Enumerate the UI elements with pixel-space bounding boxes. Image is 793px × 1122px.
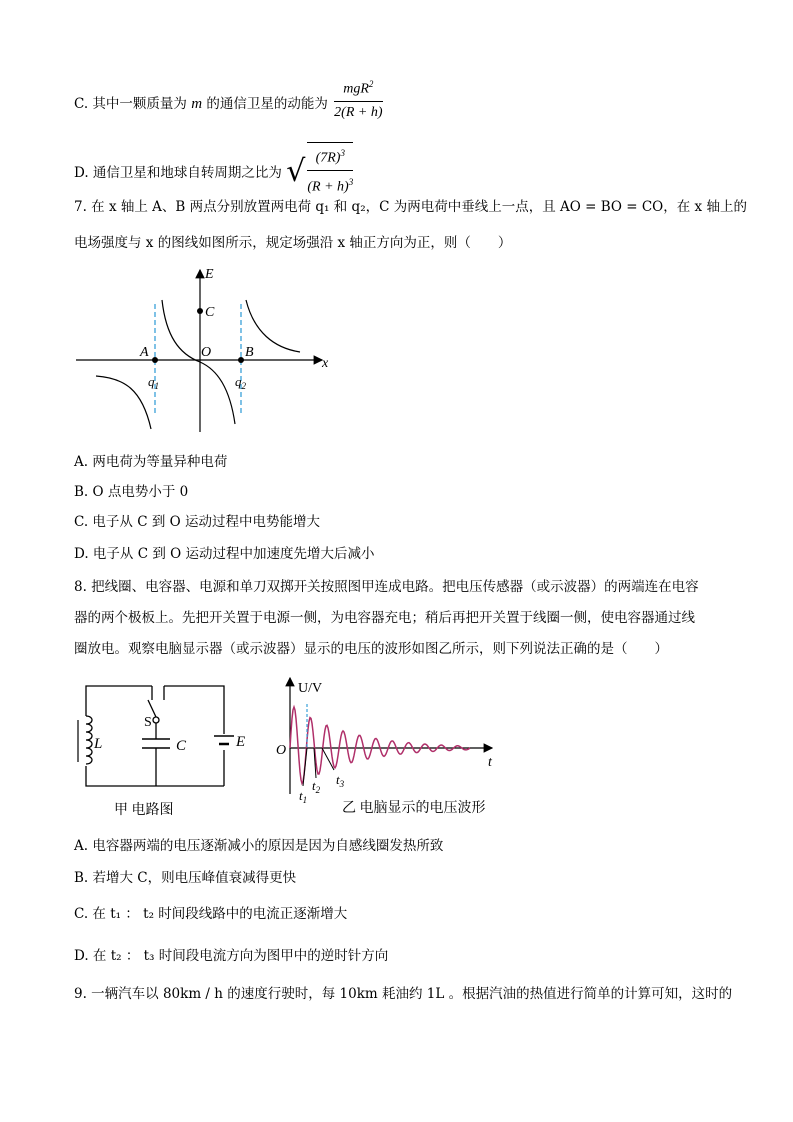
sqrt-sign: √	[286, 154, 306, 190]
q7-option-b: B. O 点电势小于 0	[74, 484, 189, 500]
q8-circuit-diagram	[74, 676, 264, 826]
point-a-label: A	[140, 345, 149, 360]
q7-option-a: A. 两电荷为等量异种电荷	[74, 454, 228, 470]
battery-label: E	[236, 734, 246, 750]
waveform-caption: 乙 电脑显示的电压波形	[342, 801, 486, 816]
circuit-caption: 甲 电路图	[114, 803, 174, 818]
e-axis-label: E	[205, 267, 214, 282]
origin-label: O	[201, 345, 212, 360]
q6-option-c: C. 其中一颗质量为 m 的通信卫星的动能为 $\frac{mgR^2}{2(R + h)}$	[74, 80, 383, 129]
x-axis-label: x	[322, 356, 329, 371]
kinetic-energy-fraction: $\frac{mgR^2}{2(R + h)}$	[334, 74, 382, 123]
q8-stem-line3: 圈放电。观察电脑显示器（或示波器）显示的电压的波形如图乙所示，则下列说法正确的是（ ）	[74, 641, 668, 657]
q7-field-graph	[74, 264, 334, 434]
q7-stem-line1: 7. 在 x 轴上 A、B 两点分别放置两电荷 q₁ 和 q₂，C 为两电荷中垂线上一点，且 AO = BO = CO，在 x 轴上的	[74, 199, 747, 215]
q6-option-d: D. 通信卫星和地球自转周期之比为 √ $\frac{(7R)^3}{(R + h)^3}$	[74, 146, 353, 201]
q8-option-b: B. 若增大 C，则电压峰值衰减得更快	[74, 870, 297, 886]
q8-option-c: C. 在 t₁ ： t₂ 时间段线路中的电流正逐渐增大	[74, 906, 348, 922]
time-axis-label: t	[488, 755, 492, 770]
point-c-label: C	[205, 305, 215, 320]
point-b-label: B	[245, 345, 254, 360]
q8-option-d: D. 在 t₂ ： t₃ 时间段电流方向为图甲中的逆时针方向	[74, 948, 389, 964]
q8-stem-line2: 器的两个极板上。先把开关置于电源一侧，为电容器充电；稍后再把开关置于线圈一侧，使电容器通过线	[74, 610, 695, 626]
q9-stem-line1: 9. 一辆汽车以 80km / h 的速度行驶时，每 10km 耗油约 1L 。根据汽油的热值进行简单的计算可知，这时的	[74, 986, 733, 1002]
switch-label: S	[144, 715, 152, 730]
t1-label: $t_1$	[299, 788, 308, 805]
t2-label: $t_2$	[312, 778, 321, 795]
charge-q1-label: $q_1$	[148, 374, 159, 391]
capacitor-label: C	[176, 738, 187, 754]
q7-stem-line2: 电场强度与 x 的图线如图所示，规定场强沿 x 轴正方向为正，则（ ）	[74, 235, 512, 251]
q7-option-c: C. 电子从 C 到 O 运动过程中电势能增大	[74, 514, 320, 530]
q7-option-d: D. 电子从 C 到 O 运动过程中加速度先增大后减小	[74, 546, 375, 562]
q8-option-a: A. 电容器两端的电压逐渐减小的原因是因为自感线圈发热所致	[74, 838, 444, 854]
q8-voltage-waveform	[270, 672, 520, 822]
t3-label: $t_3$	[336, 772, 345, 789]
voltage-axis-label: U/V	[298, 681, 323, 696]
inductor-label: L	[94, 736, 103, 752]
charge-q2-label: $q_2$	[235, 374, 246, 391]
q8-stem-line1: 8. 把线圈、电容器、电源和单刀双掷开关按照图甲连成电路。把电压传感器（或示波器）的两端连在电容	[74, 579, 699, 595]
period-ratio-fraction: $\frac{(7R)^3}{(R + h)^3}$	[307, 142, 353, 197]
waveform-origin-label: O	[276, 743, 287, 758]
